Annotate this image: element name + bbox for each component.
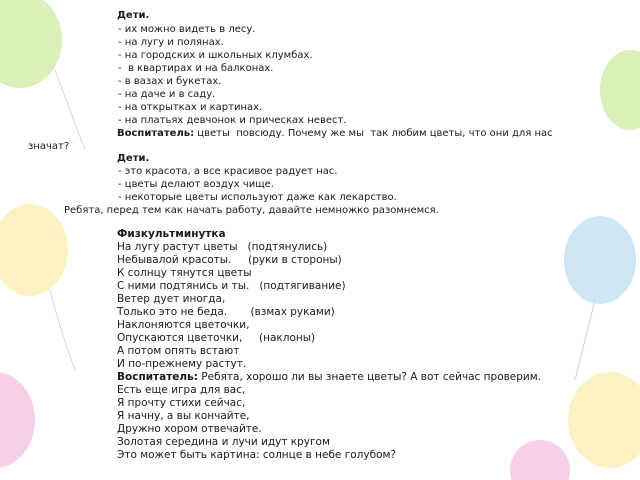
place-line: - на даче и в саду. [118, 89, 216, 100]
place-line: - в квартирах и на балконах. [118, 63, 274, 74]
poem-line: С ними подтянись и ты. (подтягивание) [117, 280, 346, 292]
teacher-remark [117, 371, 541, 384]
teacher-remark-text: Ребята, хорошо ли вы знаете цветы? А вот сейчас проверим. [197, 371, 542, 383]
place-line: - их можно видеть в лесу. [118, 24, 256, 35]
teacher-question [117, 127, 553, 140]
poem-line: Только это не беда. (взмах руками) [117, 306, 335, 318]
game-line: Дружно хором отвечайте. [117, 423, 262, 435]
teacher-label: Воспитатель: [117, 371, 198, 383]
answer-line: - цветы делают воздух чище. [118, 179, 274, 190]
poem-line: Ветер дует иногда, [117, 293, 226, 305]
poem-line: Небывалой красоты. (руки в стороны) [117, 254, 342, 266]
place-line: - на открытках и картинах. [118, 102, 263, 113]
game-line: Это может быть картина: солнце в небе голубом? [117, 449, 396, 461]
exercise-title: Физкультминутка [117, 228, 226, 240]
children-label: Дети. [117, 153, 150, 164]
teacher-label: Воспитатель: [117, 128, 195, 139]
game-line: Я начну, а вы кончайте, [117, 410, 250, 422]
warmup-intro: Ребята, перед тем как начать работу, давайте немножко разомнемся. [64, 205, 439, 216]
answer-line: - некоторые цветы используют даже как лекарство. [118, 192, 397, 203]
place-line: - в вазах и букетах. [118, 76, 222, 87]
place-line: - на платьях девчонок и прическах невест. [118, 115, 347, 126]
answer-line: - это красота, а все красивое радует нас. [118, 166, 338, 177]
poem-line: Опускаются цветочки, (наклоны) [117, 332, 316, 344]
poem-line: К солнцу тянутся цветы [117, 267, 252, 279]
game-line: Золотая середина и лучи идут кругом [117, 436, 330, 448]
poem-line: А потом опять встают [117, 345, 240, 357]
children-label: Дети. [117, 10, 150, 21]
place-line: - на лугу и полянах. [118, 37, 224, 48]
place-line: - на городских и школьных клумбах. [118, 50, 313, 61]
teacher-question-continuation: значат? [28, 141, 70, 152]
game-line: Я прочту стихи сейчас, [117, 397, 246, 409]
poem-line: На лугу растут цветы (подтянулись) [117, 241, 328, 253]
teacher-question-text: цветы повсюду. Почему же мы так любим цветы, что они для нас [194, 128, 553, 139]
poem-line: Наклоняются цветочки, [117, 319, 250, 331]
game-line: Есть еще игра для вас, [117, 384, 246, 396]
poem-line: И по-прежнему растут. [117, 358, 247, 370]
